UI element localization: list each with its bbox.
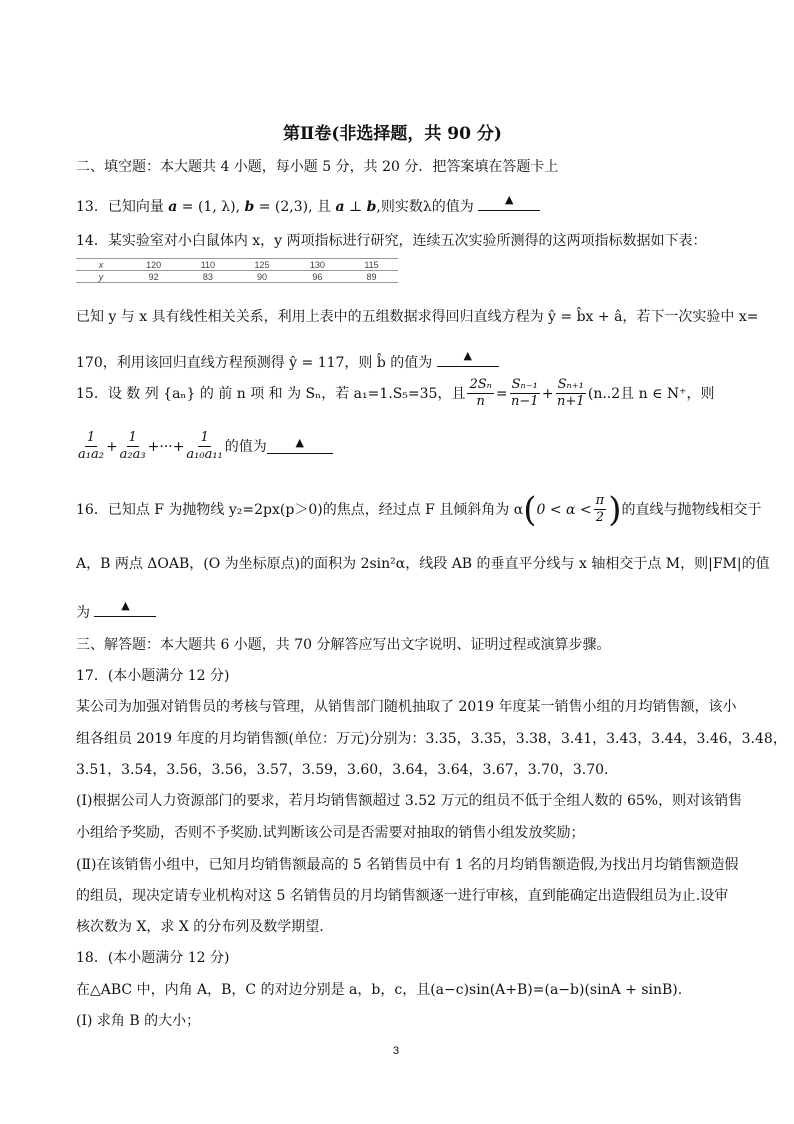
numerator: Sₙ₊₁: [557, 377, 584, 392]
row-label-x: x: [76, 259, 126, 271]
q16-intro: 16．已知点 F 为抛物线 y₂=2px(p＞0)的焦点，经过点 F 且倾斜角为 α: [76, 501, 524, 518]
fraction: [467, 377, 493, 410]
plus-sign: +: [541, 385, 554, 402]
right-paren: ): [608, 489, 622, 530]
ellipsis: +···+: [147, 438, 185, 455]
triangle-marker-icon: ▲: [504, 193, 514, 206]
question-14-line2: [76, 349, 499, 373]
numerator: 1: [200, 430, 209, 445]
question-14-intro: 14．某实验室对小白鼠体内 x，y 两项指标进行研究，连续五次实验所测得的这两项指标数据如下表：: [76, 233, 707, 249]
denominator: n+1: [556, 394, 585, 409]
question-17-part2: (Ⅱ)在该销售小组中，已知月均销售额最高的 5 名销售员中有 1 名的月均销售额造假,为找出月均销售额造假: [76, 857, 739, 873]
section-2-heading: 二、填空题：本大题共 4 小题，每小题 5 分，共 20 分．把答案填在答题卡上: [76, 159, 559, 175]
fraction: [510, 377, 540, 410]
page-number: 3: [393, 1045, 400, 1057]
q13-eq2: = (2,3), 且: [254, 199, 336, 215]
q16-line3-text: 为: [76, 605, 90, 621]
denominator: a₁a₂: [78, 447, 104, 462]
q13-perp: ⊥: [344, 199, 367, 215]
numerator: 1: [86, 430, 96, 445]
q15-intro: 15．设 数 列 {aₙ} 的 前 n 项 和 为 Sₙ，若 a₁=1.S₅=35，且: [76, 385, 466, 402]
answer-blank[interactable]: [94, 599, 156, 617]
question-17-part1: (Ⅰ)根据公司人力资源部门的要求，若月均销售额超过 3.52 万元的组员不低于全组人数的 65%，则对该销售: [76, 793, 743, 809]
question-16-line2: A，B 两点 ΔOAB，(O 为坐标原点)的面积为 2sin²α，线段 AB 的垂直平分线与 x 轴相交于点 M，则|FM|的值: [76, 556, 770, 572]
numerator: 2Sₙ: [469, 377, 492, 392]
answer-blank[interactable]: [478, 193, 540, 211]
question-15-line2: [76, 430, 333, 463]
question-17-text: 某公司为加强对销售员的考核与管理，从销售部门随机抽取了 2019 年度某一销售小组的月均销售额，该小: [76, 699, 737, 715]
triangle-marker-icon: ▲: [295, 436, 305, 449]
table-cell: 120: [126, 259, 181, 271]
question-18-part1: (Ⅰ) 求角 B 的大小；: [76, 1013, 201, 1029]
row-label-y: y: [76, 271, 126, 283]
fraction: [120, 430, 146, 463]
question-17-text: 组各组员 2019 年度的月均销售额(单位：万元)分别为：3.35，3.35，3.38，3.41，3.43，3.44，3.46，3.48，: [76, 731, 787, 747]
question-17-part2: 的组员，现决定请专业机构对这 5 名销售员的月均销售额逐一进行审核，直到能确定出造假组员为止.设审: [76, 888, 729, 904]
triangle-marker-icon: ▲: [121, 599, 130, 612]
q15-condition: (n..2且 n ∈ N⁺，则: [587, 385, 715, 402]
numerator: Sₙ₋₁: [511, 377, 538, 392]
vector-b: b: [366, 199, 377, 215]
table-cell: 92: [126, 271, 181, 283]
question-13: [76, 193, 540, 217]
table-cell: 90: [234, 271, 289, 283]
table-cell: 115: [345, 259, 398, 271]
denominator: n−1: [510, 394, 539, 409]
q14-line2-text: 170，利用该回归直线方程预测得 ŷ = 117，则 b̂ 的值为: [76, 355, 433, 371]
table-cell: 110: [181, 259, 234, 271]
table-cell: 125: [234, 259, 289, 271]
answer-blank[interactable]: [437, 349, 499, 367]
question-14-line1: 已知 y 与 x 具有线性相关关系，利用上表中的五组数据求得回归直线方程为 ŷ = b̂x + â，若下一次实验中 x=: [76, 309, 759, 325]
q13-eq1: = (1, λ),: [177, 199, 245, 215]
fraction: [594, 493, 607, 526]
question-16-line1: [76, 489, 762, 530]
denominator: 2: [595, 510, 605, 525]
table-cell: 96: [290, 271, 345, 283]
question-18-text: 在△ABC 中，内角 A，B，C 的对边分别是 a，b，c，且(a−c)sin(A+B)=(a−b)(sinA + sinB).: [76, 982, 683, 998]
left-paren: (: [523, 489, 537, 530]
question-17-heading: 17．(本小题满分 12 分): [76, 668, 230, 684]
question-15-line1: [76, 377, 715, 410]
fraction: [556, 377, 586, 410]
q16-line1-tail: 的直线与抛物线相交于: [621, 501, 762, 518]
fraction: [78, 430, 104, 463]
triangle-marker-icon: ▲: [463, 349, 472, 362]
equals-sign: =: [495, 385, 508, 402]
question-17-part1: 小组给予奖励，否则不予奖励.试判断该公司是否需要对抽取的销售小组发放奖励；: [76, 825, 585, 841]
q13-number: 13．已知向量: [76, 199, 169, 215]
vector-a: a: [335, 199, 345, 215]
numerator: π: [595, 493, 605, 508]
question-16-line3: [76, 599, 156, 623]
plus-sign: +: [105, 438, 118, 455]
section-3-heading: 三、解答题：本大题共 6 小题，共 70 分解答应写出文字说明、证明过程或演算步骤。: [76, 637, 611, 653]
data-table: [76, 258, 398, 283]
table-cell: 130: [290, 259, 345, 271]
question-18-heading: 18．(本小题满分 12 分): [76, 950, 230, 966]
table-cell: 83: [181, 271, 234, 283]
table-row: [76, 259, 398, 271]
question-17-text: 3.51，3.54，3.56，3.56，3.57，3.59，3.60，3.64，3.64，3.67，3.70，3.70.: [76, 762, 609, 778]
q16-inequality: 0 < α <: [536, 501, 592, 518]
numerator: 1: [128, 430, 137, 445]
denominator: a₁₀a₁₁: [186, 447, 223, 462]
vector-b: b: [244, 199, 255, 215]
table-cell: 89: [345, 271, 398, 283]
denominator: a₂a₃: [119, 447, 146, 462]
q15-tail: 的值为: [224, 438, 267, 455]
question-17-part2: 核次数为 X，求 X 的分布列及数学期望.: [76, 919, 324, 935]
vector-a: a: [168, 199, 178, 215]
table-row: [76, 271, 398, 283]
answer-blank[interactable]: [267, 436, 333, 454]
fraction: [186, 430, 222, 463]
q13-tail: ,则实数λ的值为: [376, 199, 474, 215]
denominator: n: [476, 394, 485, 409]
page-title: 第Ⅱ卷(非选择题，共 90 分): [283, 124, 502, 144]
